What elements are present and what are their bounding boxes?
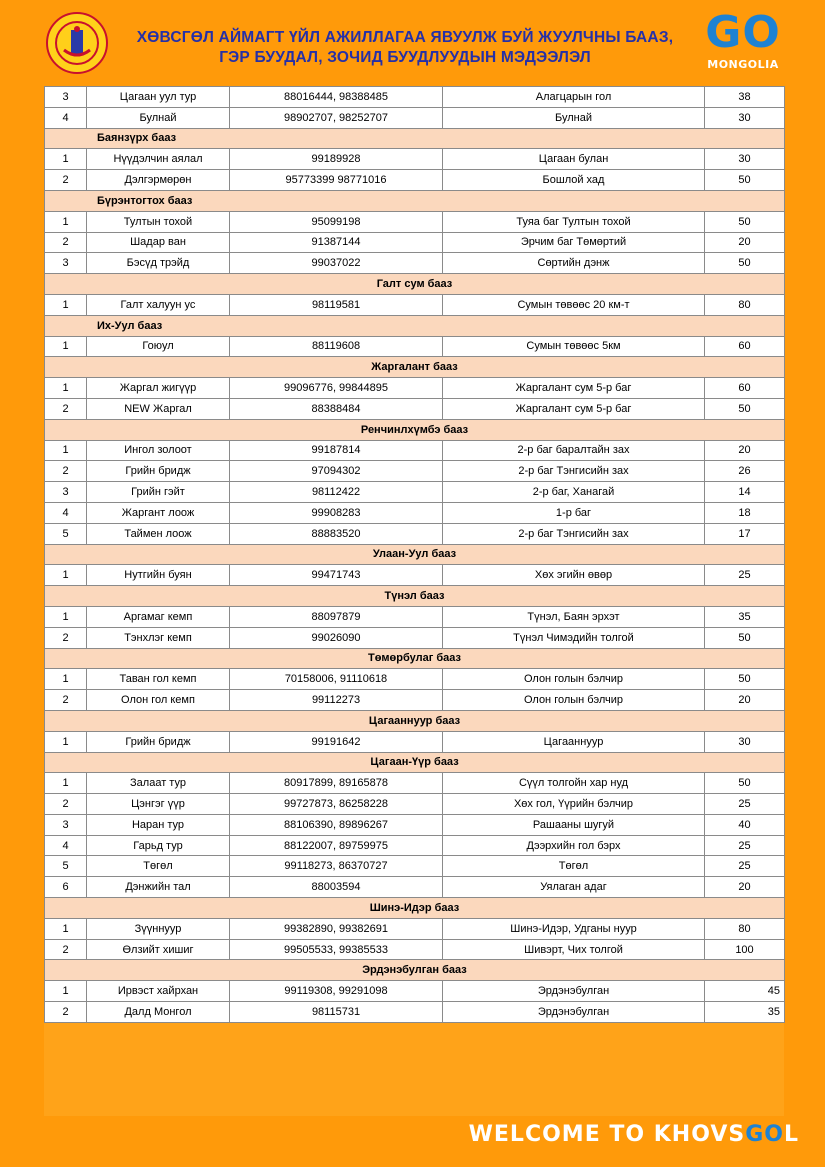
camp-name: Дэнжийн тал (87, 877, 230, 898)
location: Түнэл, Баян эрхэт (443, 606, 705, 627)
camp-name: Таван гол кемп (87, 669, 230, 690)
table-panel (44, 86, 784, 1116)
table-row (45, 939, 785, 960)
camp-name: Далд Монгол (87, 1002, 230, 1023)
table-row (45, 294, 785, 315)
location: Төгөл (443, 856, 705, 877)
row-number: 1 (45, 149, 87, 170)
table-row (45, 482, 785, 503)
phone-number: 88003594 (230, 877, 443, 898)
camp-name: Наран тур (87, 814, 230, 835)
row-number: 1 (45, 211, 87, 232)
table-row (45, 606, 785, 627)
phone-number: 95099198 (230, 211, 443, 232)
row-number: 1 (45, 606, 87, 627)
location: Сумын төвөөс 5км (443, 336, 705, 357)
camp-name: NEW Жаргал (87, 398, 230, 419)
camp-name: Нүүдэлчин аялал (87, 149, 230, 170)
capacity: 25 (705, 794, 785, 815)
row-number: 2 (45, 232, 87, 253)
row-number: 2 (45, 939, 87, 960)
camp-name: Грийн бридж (87, 731, 230, 752)
section-header-row (45, 190, 785, 211)
page-title (120, 28, 690, 68)
section-title: Цагаан-Үүр бааз (45, 752, 785, 773)
capacity: 30 (705, 149, 785, 170)
capacity: 40 (705, 814, 785, 835)
camp-name: Жаргант лоож (87, 502, 230, 523)
capacity: 50 (705, 253, 785, 274)
section-title: Эрдэнэбулган бааз (45, 960, 785, 981)
row-number: 2 (45, 627, 87, 648)
row-number: 1 (45, 440, 87, 461)
capacity: 50 (705, 211, 785, 232)
row-number: 1 (45, 981, 87, 1002)
phone-number: 98902707, 98252707 (230, 107, 443, 128)
section-title: Төмөрбулаг бааз (45, 648, 785, 669)
row-number: 1 (45, 565, 87, 586)
logo-sub-text: MONGOLIA (707, 58, 779, 71)
camp-name: Галт халуун ус (87, 294, 230, 315)
row-number: 1 (45, 731, 87, 752)
capacity: 25 (705, 565, 785, 586)
capacity: 80 (705, 918, 785, 939)
row-number: 1 (45, 918, 87, 939)
phone-number: 88119608 (230, 336, 443, 357)
table-row (45, 461, 785, 482)
table-row (45, 170, 785, 191)
location: Рашааны шугуй (443, 814, 705, 835)
location: Алагцарын гол (443, 87, 705, 108)
location: Эрдэнэбулган (443, 981, 705, 1002)
section-header-row (45, 648, 785, 669)
row-number: 2 (45, 170, 87, 191)
table-row (45, 565, 785, 586)
row-number: 1 (45, 378, 87, 399)
page-title-line-2: ГЭР БУУДАЛ, ЗОЧИД БУУДЛУУДЫН МЭДЭЭЛЭЛ (219, 49, 591, 66)
capacity: 38 (705, 87, 785, 108)
section-header-row (45, 274, 785, 295)
row-number: 1 (45, 336, 87, 357)
row-number: 4 (45, 107, 87, 128)
camp-name: Цагаан уул тур (87, 87, 230, 108)
phone-number: 99189928 (230, 149, 443, 170)
section-title: Ренчинлхүмбэ бааз (45, 419, 785, 440)
location: Булнай (443, 107, 705, 128)
camp-name: Ингол золоот (87, 440, 230, 461)
location: Туяа баг Тултын тохой (443, 211, 705, 232)
capacity: 20 (705, 877, 785, 898)
phone-number: 98119581 (230, 294, 443, 315)
row-number: 1 (45, 773, 87, 794)
table-row (45, 627, 785, 648)
camp-name: Аргамаг кемп (87, 606, 230, 627)
capacity: 20 (705, 232, 785, 253)
camp-name: Тултын тохой (87, 211, 230, 232)
location: Эрчим баг Төмөртий (443, 232, 705, 253)
table-row (45, 87, 785, 108)
location: Цагааннуур (443, 731, 705, 752)
capacity: 35 (705, 1002, 785, 1023)
location: Сөртийн дэнж (443, 253, 705, 274)
section-header-row (45, 898, 785, 919)
phone-number: 99096776, 99844895 (230, 378, 443, 399)
camp-name: Бэсүд трэйд (87, 253, 230, 274)
camp-name: Цэнгэг үүр (87, 794, 230, 815)
section-header-row (45, 710, 785, 731)
location: 2-р баг, Ханагай (443, 482, 705, 503)
row-number: 2 (45, 398, 87, 419)
row-number: 2 (45, 690, 87, 711)
section-header-row (45, 128, 785, 149)
phone-number: 99187814 (230, 440, 443, 461)
table-row (45, 731, 785, 752)
camp-name: Нутгийн буян (87, 565, 230, 586)
section-header-row (45, 419, 785, 440)
camp-name: Олон гол кемп (87, 690, 230, 711)
location: 1-р баг (443, 502, 705, 523)
table-row (45, 253, 785, 274)
table-row (45, 814, 785, 835)
section-title: Их-Уул бааз (45, 315, 785, 336)
row-number: 5 (45, 856, 87, 877)
phone-number: 98115731 (230, 1002, 443, 1023)
camp-name: Грийн бридж (87, 461, 230, 482)
phone-number: 99119308, 99291098 (230, 981, 443, 1002)
section-header-row (45, 357, 785, 378)
phone-number: 88883520 (230, 523, 443, 544)
table-row (45, 107, 785, 128)
location: Эрдэнэбулган (443, 1002, 705, 1023)
section-title: Баянзүрх бааз (45, 128, 785, 149)
table-row (45, 211, 785, 232)
row-number: 2 (45, 794, 87, 815)
row-number: 2 (45, 1002, 87, 1023)
phone-number: 88016444, 98388485 (230, 87, 443, 108)
location: Цагаан булан (443, 149, 705, 170)
table-row (45, 835, 785, 856)
camps-table (44, 86, 785, 1023)
camp-name: Дэлгэрмөрөн (87, 170, 230, 191)
location: Сумын төвөөс 20 км-т (443, 294, 705, 315)
camp-name: Таймен лоож (87, 523, 230, 544)
camp-name: Төгөл (87, 856, 230, 877)
capacity: 60 (705, 336, 785, 357)
capacity: 25 (705, 856, 785, 877)
camp-name: Шадар ван (87, 232, 230, 253)
phone-number: 88122007, 89759975 (230, 835, 443, 856)
location: 2-р баг баралтайн зах (443, 440, 705, 461)
capacity: 20 (705, 440, 785, 461)
footer-highlight: GO (745, 1122, 784, 1147)
phone-number: 80917899, 89165878 (230, 773, 443, 794)
capacity: 50 (705, 773, 785, 794)
go-mongolia-logo (698, 7, 788, 76)
section-title: Галт сум бааз (45, 274, 785, 295)
phone-number: 99026090 (230, 627, 443, 648)
table-row (45, 773, 785, 794)
row-number: 1 (45, 669, 87, 690)
row-number: 2 (45, 461, 87, 482)
table-row (45, 149, 785, 170)
phone-number: 95773399 98771016 (230, 170, 443, 191)
camps-table-body (45, 87, 785, 1023)
location: Жаргалант сум 5-р баг (443, 398, 705, 419)
table-row (45, 877, 785, 898)
capacity: 50 (705, 669, 785, 690)
section-header-row (45, 586, 785, 607)
row-number: 3 (45, 253, 87, 274)
row-number: 6 (45, 877, 87, 898)
phone-number: 88388484 (230, 398, 443, 419)
table-row (45, 232, 785, 253)
phone-number: 70158006, 91110618 (230, 669, 443, 690)
phone-number: 88097879 (230, 606, 443, 627)
camp-name: Залаат тур (87, 773, 230, 794)
section-title: Цагааннуур бааз (45, 710, 785, 731)
section-title: Жаргалант бааз (45, 357, 785, 378)
location: Шинэ-Идэр, Удганы нуур (443, 918, 705, 939)
capacity: 25 (705, 835, 785, 856)
table-row (45, 398, 785, 419)
phone-number: 99908283 (230, 502, 443, 523)
capacity: 14 (705, 482, 785, 503)
table-row (45, 502, 785, 523)
camp-name: Ирвэст хайрхан (87, 981, 230, 1002)
location: Хөх гол, Үүрийн бэлчир (443, 794, 705, 815)
table-row (45, 523, 785, 544)
row-number: 5 (45, 523, 87, 544)
row-number: 3 (45, 814, 87, 835)
page-header (0, 0, 825, 86)
section-header-row (45, 960, 785, 981)
location: Уялаган адаг (443, 877, 705, 898)
phone-number: 91387144 (230, 232, 443, 253)
table-row (45, 1002, 785, 1023)
khovsgol-emblem-icon (46, 12, 108, 74)
table-row (45, 981, 785, 1002)
phone-number: 98112422 (230, 482, 443, 503)
phone-number: 99112273 (230, 690, 443, 711)
logo-main-text: GO (705, 7, 781, 58)
section-header-row (45, 752, 785, 773)
location: Олон голын бэлчир (443, 690, 705, 711)
camp-name: Грийн гэйт (87, 482, 230, 503)
table-row (45, 690, 785, 711)
capacity: 100 (705, 939, 785, 960)
section-header-row (45, 315, 785, 336)
phone-number: 99471743 (230, 565, 443, 586)
camp-name: Өлзийт хишиг (87, 939, 230, 960)
location: Хөх эгийн өвөр (443, 565, 705, 586)
section-title: Түнэл бааз (45, 586, 785, 607)
capacity: 18 (705, 502, 785, 523)
row-number: 4 (45, 835, 87, 856)
section-title: Бүрэнтогтох бааз (45, 190, 785, 211)
capacity: 50 (705, 170, 785, 191)
row-number: 1 (45, 294, 87, 315)
table-row (45, 794, 785, 815)
phone-number: 99037022 (230, 253, 443, 274)
capacity: 60 (705, 378, 785, 399)
location: Шивэрт, Чих толгой (443, 939, 705, 960)
phone-number: 99191642 (230, 731, 443, 752)
table-row (45, 336, 785, 357)
table-row (45, 669, 785, 690)
location: Олон голын бэлчир (443, 669, 705, 690)
row-number: 3 (45, 87, 87, 108)
row-number: 4 (45, 502, 87, 523)
capacity: 30 (705, 731, 785, 752)
camp-name: Зүүннуур (87, 918, 230, 939)
camp-name: Тэнхлэг кемп (87, 627, 230, 648)
capacity: 17 (705, 523, 785, 544)
page-title-line-1: ХӨВСГӨЛ АЙМАГТ ҮЙЛ АЖИЛЛАГАА ЯВУУЛЖ БУЙ ЖУУЛЧНЫ БААЗ, (136, 29, 674, 46)
location: Түнэл Чимэдийн толгой (443, 627, 705, 648)
location: Сүүл толгойн хар нуд (443, 773, 705, 794)
table-row (45, 918, 785, 939)
capacity: 50 (705, 627, 785, 648)
footer-text: WELCOME TO KHOVS (468, 1122, 746, 1147)
section-header-row (45, 544, 785, 565)
phone-number: 99727873, 86258228 (230, 794, 443, 815)
phone-number: 99505533, 99385533 (230, 939, 443, 960)
location: 2-р баг Тэнгисийн зах (443, 461, 705, 482)
footer-text-end: L (783, 1122, 799, 1147)
phone-number: 99118273, 86370727 (230, 856, 443, 877)
section-title: Улаан-Уул бааз (45, 544, 785, 565)
location: 2-р баг Тэнгисийн зах (443, 523, 705, 544)
location: Дээрхийн гол бэрх (443, 835, 705, 856)
capacity: 45 (705, 981, 785, 1002)
phone-number: 97094302 (230, 461, 443, 482)
camp-name: Гоюул (87, 336, 230, 357)
phone-number: 99382890, 99382691 (230, 918, 443, 939)
phone-number: 88106390, 89896267 (230, 814, 443, 835)
location: Жаргалант сум 5-р баг (443, 378, 705, 399)
capacity: 20 (705, 690, 785, 711)
location: Бошлой хад (443, 170, 705, 191)
camp-name: Жаргал жигүүр (87, 378, 230, 399)
camp-name: Гарьд тур (87, 835, 230, 856)
table-row (45, 856, 785, 877)
capacity: 35 (705, 606, 785, 627)
capacity: 80 (705, 294, 785, 315)
section-title: Шинэ-Идэр бааз (45, 898, 785, 919)
row-number: 3 (45, 482, 87, 503)
welcome-footer (469, 1122, 799, 1147)
table-row (45, 440, 785, 461)
capacity: 50 (705, 398, 785, 419)
table-row (45, 378, 785, 399)
capacity: 26 (705, 461, 785, 482)
camp-name: Булнай (87, 107, 230, 128)
capacity: 30 (705, 107, 785, 128)
